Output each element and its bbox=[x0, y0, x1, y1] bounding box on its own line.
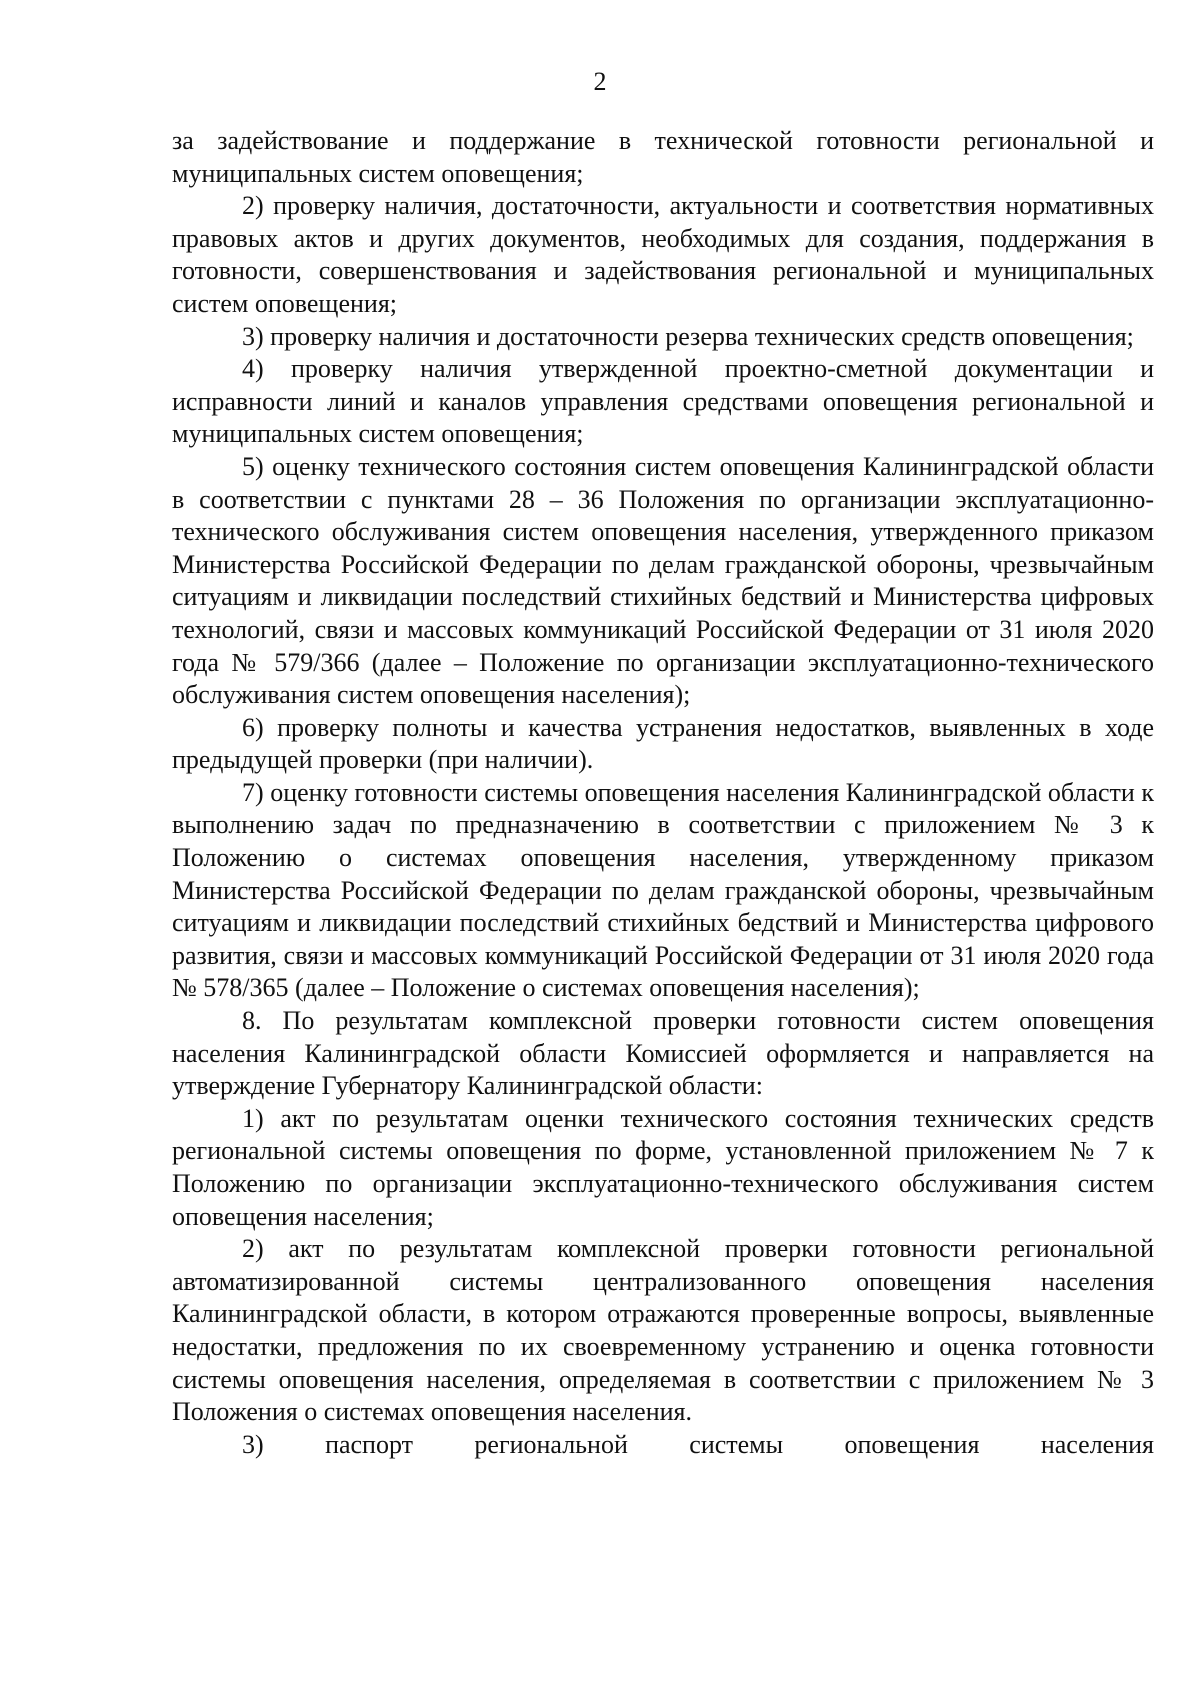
paragraph-item-6: 6) проверку полноты и качества устранения недостатков, выявленных в ходе предыдущей проверки (при наличии). bbox=[172, 712, 1154, 775]
paragraph-item-3: 3) проверку наличия и достаточности резерва технических средств оповещения; bbox=[242, 321, 1134, 351]
paragraph-item-4: 4) проверку наличия утвержденной проектно-сметной документации и исправности линий и каналов управления средствами оповещения региональной и муниципальных систем оповещения; bbox=[172, 354, 1154, 449]
paragraph-section-8-item-1: 1) акт по результатам оценки технического состояния технических средств региональной системы оповещения по форме, установленной приложением № 7 к Положению по организации эксплуатационно-технического обслуживания систем оповещения населения; bbox=[172, 1103, 1154, 1231]
paragraph-continuation: за задействование и поддержание в технической готовности региональной и муниципальных систем оповещения; bbox=[172, 126, 1154, 188]
paragraph-section-8-item-3: 3) паспорт региональной системы оповещения населения bbox=[242, 1429, 1154, 1459]
paragraph-section-8: 8. По результатам комплексной проверки готовности систем оповещения населения Калининградской области Комиссией оформляется и направляется на утверждение Губернатору Калининградской области: bbox=[172, 1006, 1154, 1101]
page-number: 2 bbox=[593, 67, 607, 96]
document-body bbox=[172, 125, 1154, 1461]
paragraph-item-2: 2) проверку наличия, достаточности, актуальности и соответствия нормативных правовых актов и других документов, необходимых для создания, поддержания в готовности, совершенствования и задействования региональной и муниципальных систем оповещения; bbox=[172, 191, 1154, 318]
paragraph-item-7: 7) оценку готовности системы оповещения населения Калининградской области к выполнению задач по предназначению в соответствии с приложением № 3 к Положению о системах оповещения населения, утвержденному приказом Министерства Российской Федерации по делам гражданской обороны, чрезвычайным ситуациям и ликвидации последствий стихийных бедствий и Министерства цифрового развития, связи и массовых коммуникаций Российской Федерации от 31 июля 2020 года № 578/365 (далее – Положение о системах оповещения населения); bbox=[172, 777, 1154, 1003]
paragraph-item-5: 5) оценку технического состояния систем оповещения Калининградской области в соответствии с пунктами 28 – 36 Положения по организации эксплуатационно-технического обслуживания систем оповещения населения, утвержденного приказом Министерства Российской Федерации по делам гражданской обороны, чрезвычайным ситуациям и ликвидации последствий стихийных бедствий и Министерства цифровых технологий, связи и массовых коммуникаций Российской Федерации от 31 июля 2020 года № 579/366 (далее – Положение по организации эксплуатационно-технического обслуживания систем оповещения населения); bbox=[172, 451, 1154, 710]
paragraph-section-8-item-2: 2) акт по результатам комплексной проверки готовности региональной автоматизированной системы централизованного оповещения населения Калининградской области, в котором отражаются проверенные вопросы, выявленные недостатки, предложения по их своевременному устранению и оценка готовности системы оповещения населения, определяемая в соответствии с приложением № 3 Положения о системах оповещения населения. bbox=[172, 1234, 1154, 1427]
